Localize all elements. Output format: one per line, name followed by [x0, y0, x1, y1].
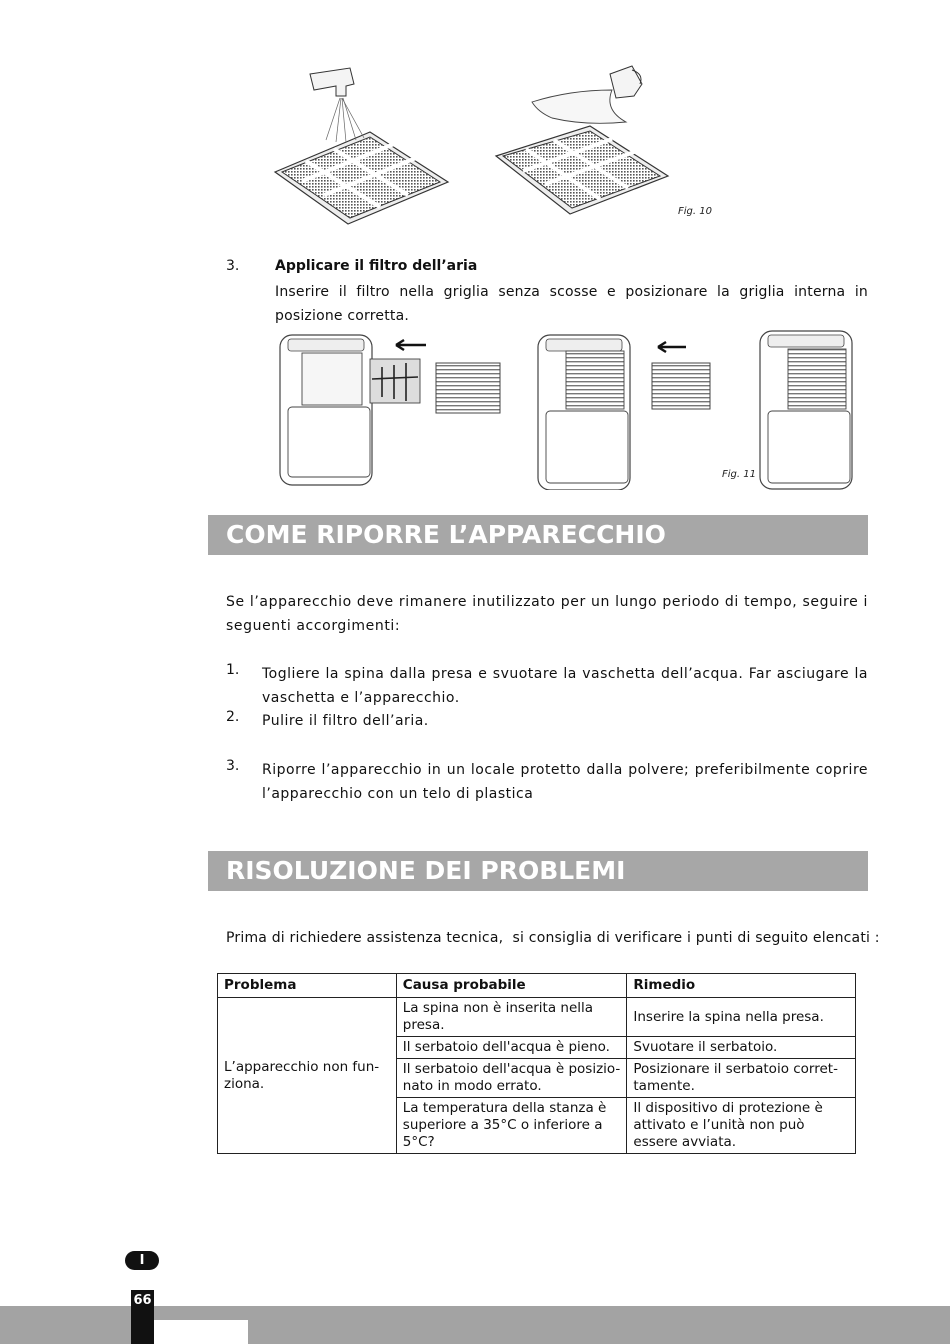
storage-item-2-number: 2.: [226, 709, 240, 725]
cause-cell: La spina non è inserita nella presa.: [396, 998, 627, 1037]
cause-cell: La temperatura della stanza è superiore a 35°C o inferiore a 5°C?: [396, 1098, 627, 1154]
header-remedy: Rimedio: [627, 974, 856, 998]
section-heading-storage: COME RIPORRE L’APPARECCHIO: [208, 515, 868, 555]
table-row: [218, 998, 856, 1037]
step-title: Applicare il filtro dell’aria: [275, 258, 478, 274]
footer-white-block: [154, 1320, 248, 1344]
storage-item-3-number: 3.: [226, 758, 240, 774]
troubleshooting-intro: Prima di richiedere assistenza tecnica, si consiglia di verificare i punti di seguito elencati :: [226, 930, 880, 946]
filter-under-tap-illustration: [275, 68, 448, 224]
storage-item-2-text: Pulire il filtro dell’aria.: [262, 713, 429, 729]
figure-filter-washing: [270, 60, 720, 230]
remedy-cell: Inserire la spina nella presa.: [627, 998, 856, 1037]
section-heading-troubleshooting: RISOLUZIONE DEI PROBLEMI: [208, 851, 868, 891]
remedy-cell: Il dispositivo di protezione è attivato e l’unità non può essere avviata.: [627, 1098, 856, 1154]
dehumidifier-unit-closed: [760, 331, 852, 489]
storage-item-3-text: Riporre l’apparecchio in un locale protetto dalla polvere; preferibilmente coprire l’apparecchio con un telo di plastica: [262, 762, 868, 802]
step-number: 3.: [226, 258, 240, 274]
header-problem: Problema: [218, 974, 397, 998]
problem-cell: L’apparecchio non fun- ziona.: [218, 998, 397, 1154]
filter-with-water-jug-illustration: [496, 66, 668, 214]
remedy-cell: Posizionare il serbatoio corret-tamente.: [627, 1059, 856, 1098]
troubleshooting-table: [217, 973, 856, 1154]
dehumidifier-unit-open: [280, 335, 500, 485]
remedy-cell: Svuotare il serbatoio.: [627, 1037, 856, 1059]
figure-10-caption: Fig. 10: [678, 206, 712, 217]
storage-item-1-number: 1.: [226, 662, 240, 678]
cause-cell: Il serbatoio dell'acqua è posizio-nato in modo errato.: [396, 1059, 627, 1098]
dehumidifier-unit-filter-in: [538, 335, 710, 490]
table-header-row: [218, 974, 856, 998]
storage-item-1-text: Togliere la spina dalla presa e svuotare la vaschetta dell’acqua. Far asciugare la vaschetta e l’apparecchio.: [262, 666, 868, 706]
language-badge: I: [125, 1251, 159, 1270]
cause-cell: Il serbatoio dell'acqua è pieno.: [396, 1037, 627, 1059]
figure-filter-insertion: [270, 325, 860, 490]
storage-intro: Se l’apparecchio deve rimanere inutilizzato per un lungo periodo di tempo, seguire i seguenti accorgimenti:: [226, 594, 868, 634]
figure-11-caption: Fig. 11: [722, 469, 756, 480]
page-number: 66: [133, 1293, 152, 1308]
header-cause: Causa probabile: [396, 974, 627, 998]
step-description: Inserire il filtro nella griglia senza scosse e posizionare la griglia interna in posizione corretta.: [275, 284, 868, 324]
